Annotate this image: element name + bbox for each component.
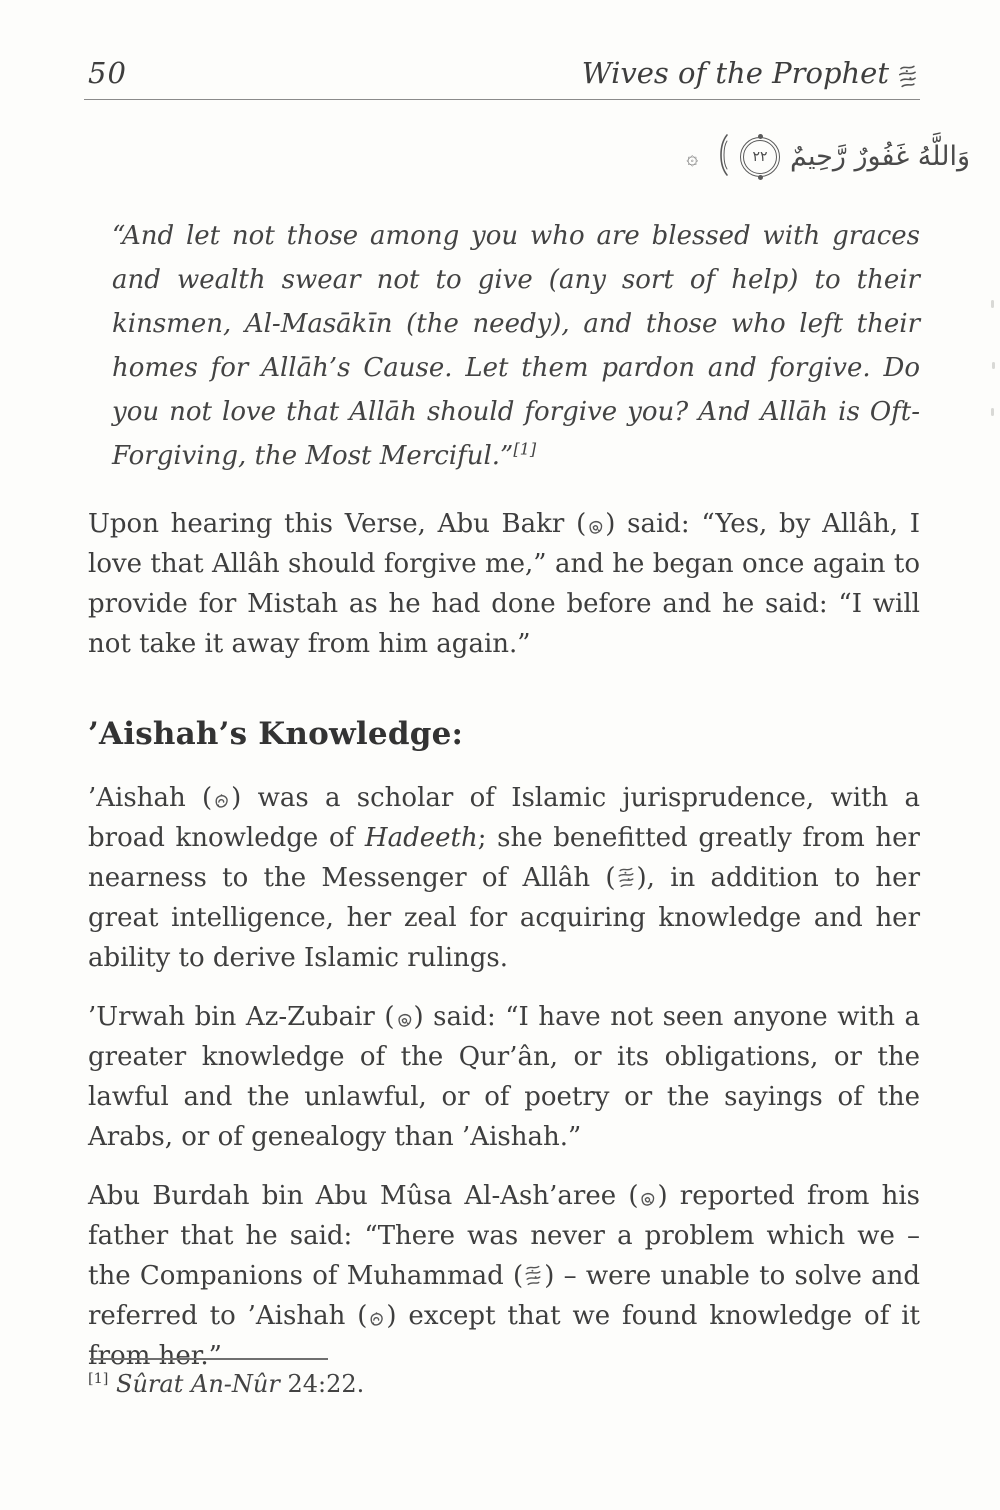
sallallahu-alayhi-wa-sallam-honorific-icon (897, 64, 919, 90)
header-title: Wives of the Prophet (581, 56, 889, 90)
radiallahu-anhu-honorific-icon (396, 1011, 413, 1029)
footnote-marker: [1] (88, 1371, 109, 1387)
page-number: 50 (88, 56, 127, 90)
scan-artifact (991, 408, 994, 416)
sallallahu-alayhi-wa-sallam-honorific-icon (524, 1264, 543, 1288)
scan-artifact (991, 300, 994, 308)
verse-translation-quote: “And let not those among you who are blessed with graces and wealth swear not to give (any sort of help) to their kinsmen, Al-Masākīn (the needy), and those who left their homes for Allāh’s Cause. Let them pardon and forgive. Do you not love that Allāh should forgive you? And Allāh is Oft-Forgiving, the Most Merciful.”[1] (112, 221, 920, 471)
page-body (88, 214, 920, 1376)
ornate-parenthesis-icon (716, 133, 730, 181)
rub-el-hizb-icon: ۞ (686, 145, 699, 169)
footnote-area (88, 1358, 928, 1398)
footnote-rule (90, 1358, 328, 1360)
scan-artifact (992, 362, 995, 369)
ayah-number: ٢٢ (752, 149, 768, 165)
italic-term: Sûrat An-Nûr (116, 1370, 280, 1398)
paragraph-abu-burdah: Abu Burdah bin Abu Mûsa Al-Ash’aree ( ) reported from his father that he said: “There was never a problem which we – the Companions of Muhammad ( ) – were unable to solve and referred to ’Aishah ( ) except that we found knowledge of it from her.” (88, 1181, 920, 1371)
header-title-wrap (582, 56, 920, 90)
radiallahu-anhu-honorific-icon (587, 518, 604, 536)
arabic-verse-row (88, 126, 970, 188)
running-header (88, 56, 920, 90)
section-heading-aishahs-knowledge: ’Aishah’s Knowledge: (88, 716, 464, 752)
sallallahu-alayhi-wa-sallam-honorific-icon (617, 866, 636, 890)
paragraph-abu-bakr: Upon hearing this Verse, Abu Bakr ( ) said: “Yes, by Allâh, I love that Allâh should forgive me,” and he began once again to provide for Mistah as he had done before and he said: “I will not take it away from him again.” (88, 509, 920, 659)
italic-term: Hadeeth (364, 823, 478, 853)
radiallahu-anhu-honorific-icon (639, 1190, 656, 1208)
radiallahu-anha-honorific-icon (368, 1310, 385, 1328)
radiallahu-anha-honorific-icon (213, 792, 230, 810)
header-rule (84, 99, 920, 100)
ayah-number-medallion (740, 137, 780, 177)
footnote-marker: [1] (513, 439, 537, 459)
paragraph-urwah: ’Urwah bin Az-Zubair ( ) said: “I have not seen anyone with a greater knowledge of the Qur’ân, or its obligations, or the lawful and the unlawful, or of poetry or the sayings of the Arabs, or of genealogy than ’Aishah.” (88, 1002, 920, 1152)
footnote-text: [1] Sûrat An-Nûr 24:22. (88, 1370, 365, 1398)
arabic-verse-text: وَاللَّهُ غَفُورٌ رَّحِيمٌ (790, 141, 970, 173)
paragraph-aishah-scholar: ’Aishah ( ) was a scholar of Islamic jurisprudence, with a broad knowledge of Hadeeth; she benefitted greatly from her nearness to the Messenger of Allâh ( ), in addition to her great intelligence, her zeal for acquiring knowledge and her ability to derive Islamic rulings. (88, 783, 920, 973)
